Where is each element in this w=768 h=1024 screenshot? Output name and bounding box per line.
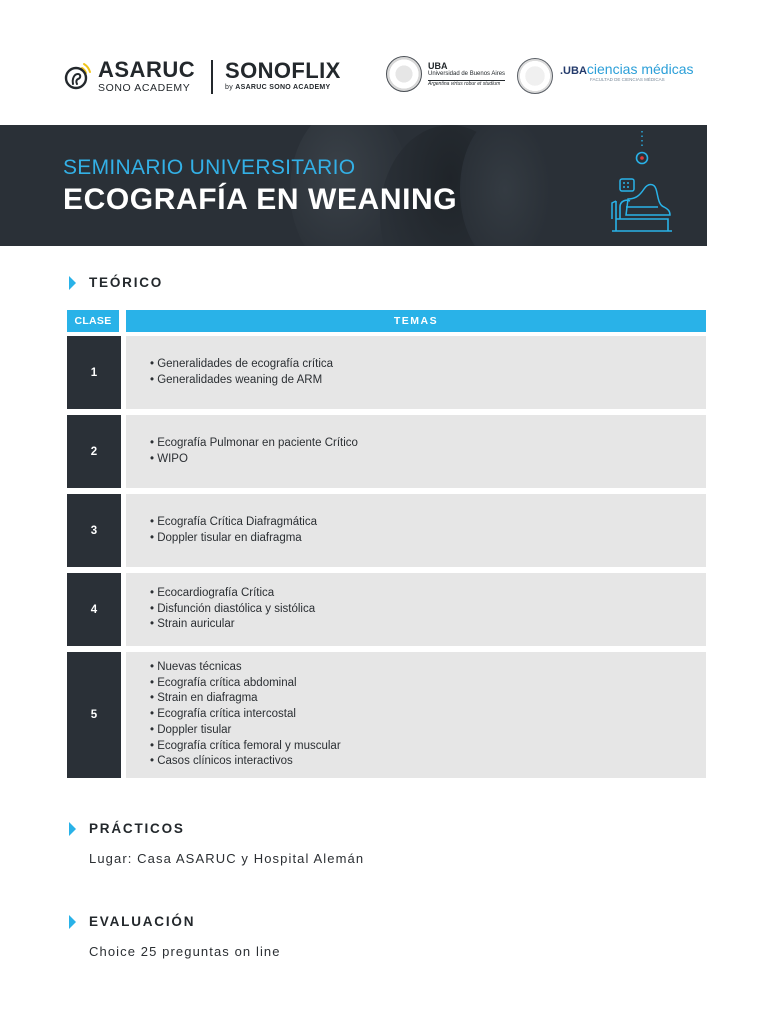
sonoflix-subtitle: [225, 84, 341, 91]
sonoflix-by: by: [225, 84, 233, 91]
topic-item: • Ecografía crítica abdominal: [150, 676, 297, 689]
header-temas: TEMAS: [126, 310, 706, 332]
banner-decor: [460, 125, 550, 246]
topic-item: • Strain auricular: [150, 618, 235, 631]
logo-divider: [211, 60, 213, 94]
logo-bar: [62, 52, 710, 98]
class-number: 5: [67, 652, 121, 778]
topic-item: • Nuevas técnicas: [150, 660, 242, 673]
uba-ciencias-medicas-logo: [560, 62, 694, 83]
section-practicos: [68, 821, 185, 836]
sonoflix-logo: [225, 60, 341, 91]
class-number: 3: [67, 494, 121, 567]
topic-item: • Generalidades weaning de ARM: [150, 373, 323, 386]
sonoflix-sub-brand: ASARUC SONO ACADEMY: [235, 84, 331, 91]
hospital-bed-monitor-icon: [606, 127, 676, 239]
class-number: 2: [67, 415, 121, 488]
chevron-right-icon: [68, 276, 77, 290]
topics-cell: [126, 415, 706, 488]
practicos-location: Lugar: Casa ASARUC y Hospital Alemán: [89, 851, 365, 866]
class-number: 4: [67, 573, 121, 646]
evaluacion-description: Choice 25 preguntas on line: [89, 944, 281, 959]
topic-item: • WIPO: [150, 452, 188, 465]
header-clase: CLASE: [67, 310, 119, 332]
topic-item: • Ecografía crítica intercostal: [150, 708, 296, 721]
uba-abbreviation: UBA: [428, 60, 448, 71]
class-number: 1: [67, 336, 121, 409]
table-row: [67, 415, 706, 488]
topic-item: • Ecografía Crítica Diafragmática: [150, 515, 318, 528]
section-evaluacion: [68, 914, 195, 929]
table-body: [67, 336, 706, 778]
topic-item: • Disfunción diastólica y sistólica: [150, 602, 316, 615]
section-teorico: [68, 275, 163, 290]
ubacm-prefix: .UBA: [560, 65, 587, 77]
asaruc-subtitle: SONO ACADEMY: [98, 81, 191, 94]
topics-cell: [126, 573, 706, 646]
ubacm-subtitle: FACULTAD DE CIENCIAS MÉDICAS: [590, 77, 665, 82]
schedule-table: [67, 310, 706, 778]
table-row: [67, 494, 706, 567]
topic-item: • Casos clínicos interactivos: [150, 755, 293, 768]
asaruc-logo: [62, 58, 195, 94]
table-row: [67, 573, 706, 646]
topic-item: • Strain en diafragma: [150, 692, 258, 705]
fmed-seal-icon: [517, 58, 553, 94]
topic-item: • Doppler tisular: [150, 723, 232, 736]
chevron-right-icon: [68, 915, 77, 929]
topics-cell: [126, 336, 706, 409]
fmed-logo: [517, 58, 555, 94]
table-header: [67, 310, 706, 332]
uba-seal-icon: [386, 56, 422, 92]
topic-item: • Ecografía Pulmonar en paciente Crítico: [150, 436, 358, 449]
section-title: TEÓRICO: [89, 275, 164, 290]
table-row: [67, 652, 706, 778]
ubacm-main: ciencias médicas: [586, 61, 694, 77]
topic-item: • Ecocardiografía Crítica: [150, 586, 275, 599]
topics-cell: [126, 494, 706, 567]
banner-kicker: SEMINARIO UNIVERSITARIO: [63, 156, 356, 179]
section-title: EVALUACIÓN: [89, 914, 196, 929]
chevron-right-icon: [68, 822, 77, 836]
topics-cell: [126, 652, 706, 778]
sonoflix-name: SONOFLIX: [225, 58, 341, 83]
title-banner: [0, 125, 707, 246]
table-row: [67, 336, 706, 409]
topic-item: • Doppler tisular en diafragma: [150, 531, 302, 544]
uba-logo: [386, 56, 505, 92]
uba-motto: Argentina virtus robur et studium: [428, 80, 505, 88]
section-title: PRÁCTICOS: [89, 821, 185, 836]
topic-item: • Ecografía crítica femoral y muscular: [150, 739, 341, 752]
uba-full-name: Universidad de Buenos Aires: [428, 70, 506, 77]
asaruc-name: ASARUC: [98, 56, 196, 82]
page-title: ECOGRAFÍA EN WEANING: [63, 183, 458, 216]
topic-item: • Generalidades de ecografía crítica: [150, 357, 334, 370]
ultrasound-head-icon: [62, 60, 94, 92]
